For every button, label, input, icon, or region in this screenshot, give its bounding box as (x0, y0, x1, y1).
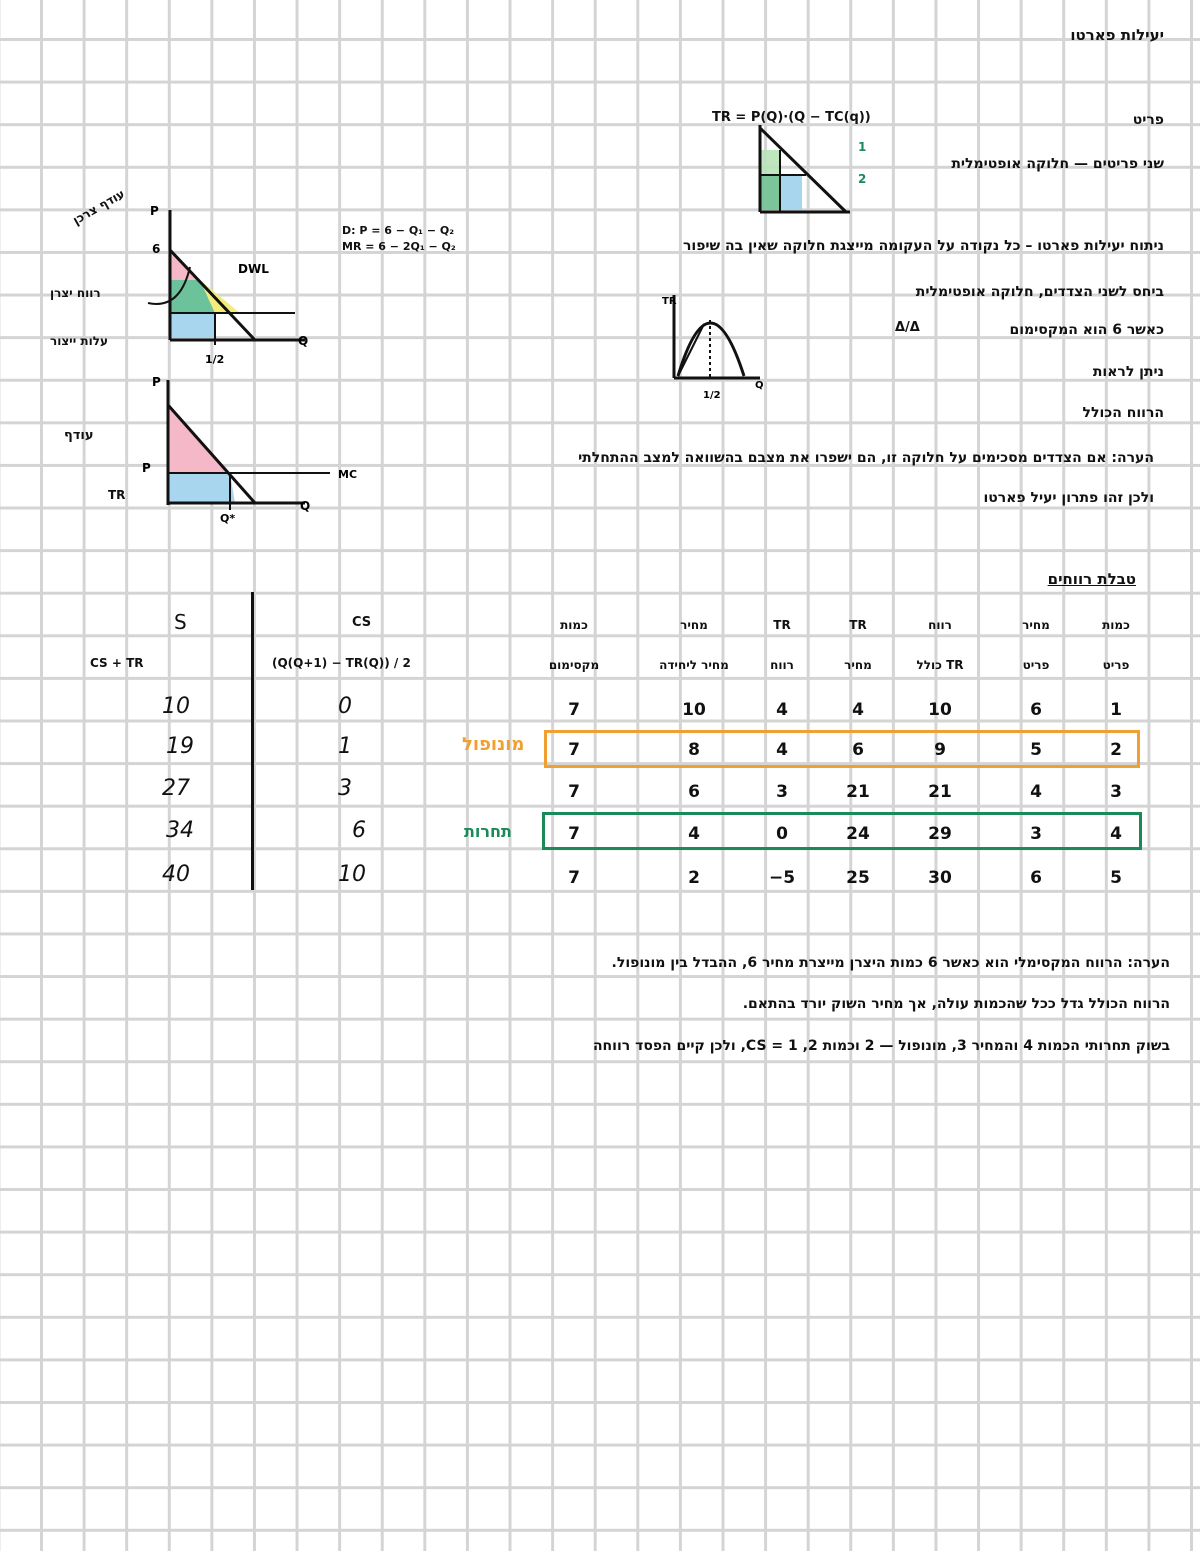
table-cell: 2 (688, 868, 700, 888)
table-cell: 1 (1110, 700, 1122, 720)
parabola-tick-label: 1/2 (703, 390, 721, 401)
competition-label: תחרות (464, 822, 512, 841)
table-cell: 24 (846, 824, 870, 844)
diagram2-label-side: עודף (64, 428, 94, 443)
diagram1-tick6: 6 (152, 242, 161, 256)
table-cell: 3 (1110, 782, 1122, 802)
tag-2: 2 (858, 172, 867, 186)
diagram1-label-mid: רווח יצרן (50, 286, 101, 300)
table-cell: 6 (852, 740, 864, 760)
column-header: רווח (928, 618, 952, 632)
column-header: TR (849, 618, 867, 632)
table-cell: 8 (688, 740, 700, 760)
diagram2-tick-q: Q* (220, 512, 236, 525)
left-value: 40 (162, 862, 190, 887)
table-cell: 5 (1030, 740, 1042, 760)
diagram1-frac: 1/2 (205, 353, 225, 366)
para-1: ניתוח יעילות פארטו – כל נקודה על העקומה מייצגת חלוקה שאין בה שיפור (682, 238, 1164, 254)
monopoly-highlight (544, 730, 1140, 768)
para-3-frac: Δ/Δ (895, 320, 920, 335)
table-cell: 2 (1110, 740, 1122, 760)
table-cell: 21 (928, 782, 952, 802)
mid-value: 1 (338, 734, 352, 759)
table-cell: 6 (1030, 868, 1042, 888)
welfare-diagram-2 (120, 370, 370, 530)
diagram2-mc: MC (338, 468, 358, 481)
table-cell: 21 (846, 782, 870, 802)
table-cell: 10 (682, 700, 706, 720)
left-value: 27 (162, 776, 190, 801)
table-cell: 6 (1030, 700, 1042, 720)
table-cell: 4 (776, 700, 788, 720)
diagram1-label-top: עודף צרכן (70, 186, 128, 228)
para-5: הרווח הכולל (1082, 405, 1164, 421)
parabola-diagram (660, 290, 770, 410)
table-cell: 7 (568, 868, 580, 888)
para-4: ניתן לראות (1092, 364, 1164, 380)
table-cell: 7 (568, 824, 580, 844)
table-cell: 29 (928, 824, 952, 844)
mid-subheader: (Q(Q+1) − TR(Q)) / 2 (272, 656, 411, 670)
para-7: ולכן זהו פתרון יעיל פארטו (983, 490, 1154, 506)
column-header: כמות (1102, 618, 1130, 632)
mid-header: CS (352, 615, 372, 630)
table-cell: 30 (928, 868, 952, 888)
column-header: מחיר (1022, 618, 1050, 632)
diagram1-eq1: D: P = 6 − Q₁ − Q₂ (342, 224, 455, 237)
parabola-axis-label: TR (662, 296, 677, 307)
tag-1: 1 (858, 140, 867, 154)
bottom-note-3: בשוק תחרותי הכמות 4 והמחיר 3, מונופול — 2 וכמות 2, CS = 1, ולכן קיים הפסד רווחה (592, 1038, 1170, 1054)
left-value: 10 (162, 694, 190, 719)
diagram1-axis-p: P (150, 204, 159, 218)
bottom-note-1: הערה: הרווח המקסימלי הוא כאשר 6 כמות היצרן מייצרת מחיר 6, ההבדל בין מונופול. (611, 955, 1170, 971)
column-header: כמות (560, 618, 588, 632)
column-subheader: פריט (1102, 658, 1130, 672)
table-cell: 7 (568, 740, 580, 760)
table-cell: 25 (846, 868, 870, 888)
left-subheader: CS + TR (90, 656, 144, 670)
para-3: כאשר 6 הוא המקסימום (1009, 322, 1164, 338)
table-cell: 5 (1110, 868, 1122, 888)
table-cell: 4 (1110, 824, 1122, 844)
column-header: TR (773, 618, 791, 632)
table-cell: 7 (568, 700, 580, 720)
para-2: ביחס לשני הצדדים, חלוקה אופטימלית (915, 284, 1164, 300)
table-title: טבלת רווחים (1047, 570, 1136, 588)
line1-formula: TR = P(Q)·(Q − TC(q)) (712, 110, 871, 125)
line1-label: פריט (1132, 112, 1164, 128)
table-cell: 6 (688, 782, 700, 802)
table-cell: 3 (776, 782, 788, 802)
diagram2-axis-q: Q (300, 499, 311, 513)
diagram1-dwl: DWL (238, 262, 269, 276)
table-cell: 10 (928, 700, 952, 720)
column-subheader: מקסימום (548, 658, 600, 672)
diagram1-label-bot: עלות ייצור (50, 334, 108, 348)
diagram2-tick-p: P (142, 461, 151, 475)
left-value: 19 (166, 734, 194, 759)
competition-highlight (542, 812, 1142, 850)
page-title: יעילות פארטו (1070, 26, 1164, 44)
table-cell: 9 (934, 740, 946, 760)
diagram1-axis-q: Q (298, 334, 309, 348)
table-cell: 7 (568, 782, 580, 802)
table-cell: 4 (688, 824, 700, 844)
mid-value: 3 (338, 776, 352, 801)
column-header: מחיר (680, 618, 708, 632)
table-cell: 4 (1030, 782, 1042, 802)
column-subheader: פריט (1022, 658, 1050, 672)
line2-text: שני פריטים — חלוקה אופטימלית (951, 156, 1164, 172)
diagram2-label-tr: TR (108, 488, 126, 502)
mid-value: 10 (338, 862, 366, 887)
left-value: 34 (166, 818, 194, 843)
para-6: הערה: אם הצדדים מסכימים על חלוקה זו, הם ישפרו את מצבם בהשוואה למצב ההתחלתי (578, 450, 1154, 466)
table-cell: −5 (768, 868, 796, 888)
small-triangle-diagram (750, 120, 860, 220)
bottom-note-2: הרווח הכולל גדל ככל שהכמות עולה, אך מחיר השוק יורד בהתאם. (742, 996, 1170, 1012)
table-cell: 4 (852, 700, 864, 720)
parabola-bottom-label: Q (755, 380, 764, 391)
column-subheader: מחיר ליחידה (659, 658, 729, 672)
column-subheader: רווח (770, 658, 794, 672)
column-subheader: מחיר (844, 658, 872, 672)
table-cell: 0 (776, 824, 788, 844)
diagram2-axis-p: P (152, 375, 161, 389)
table-cell: 3 (1030, 824, 1042, 844)
left-header: S (174, 610, 187, 634)
diagram1-eq2: MR = 6 − 2Q₁ − Q₂ (342, 240, 456, 253)
table-divider (251, 592, 254, 890)
mid-value: 6 (352, 818, 366, 843)
monopoly-label: מונופול (462, 734, 525, 755)
column-subheader: TR כולל (916, 658, 964, 672)
mid-value: 0 (338, 694, 352, 719)
table-cell: 4 (776, 740, 788, 760)
